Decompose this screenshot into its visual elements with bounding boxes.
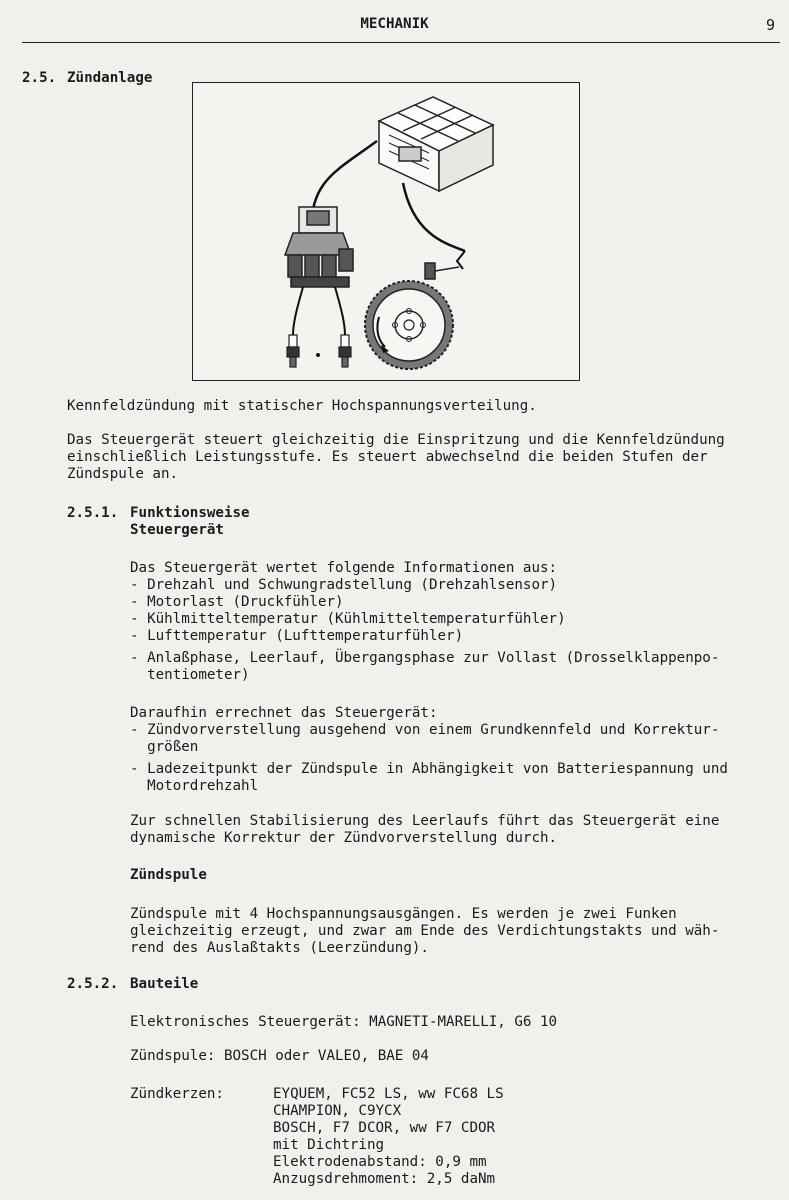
inputs-item-cont: tentiometer) <box>130 667 250 683</box>
intro-line-3: Zündspule an. <box>67 466 179 482</box>
header-rule <box>22 42 780 43</box>
outputs-item: - Zündvorverstellung ausgehend von einem Grundkennfeld und Korrektur- <box>130 722 720 738</box>
plug-spec-line: Anzugsdrehmoment: 2,5 daNm <box>273 1171 496 1187</box>
rpm-sensor-drawing <box>425 263 459 279</box>
subsection-title-2: Bauteile <box>130 976 199 992</box>
spark-plug-2 <box>339 335 351 367</box>
ignition-system-illustration <box>193 83 579 380</box>
intro-line-2: einschließlich Leistungsstufe. Es steuert abwechselnd die beiden Stufen der <box>67 449 708 465</box>
inputs-item: - Lufttemperatur (Lufttemperaturfühler) <box>130 628 464 644</box>
ht-lead-2 <box>335 287 345 335</box>
inputs-item: - Anlaßphase, Leerlauf, Übergangsphase zur Vollast (Drosselklappenpo- <box>130 650 720 666</box>
inputs-lead: Das Steuergerät wertet folgende Informationen aus: <box>130 560 558 576</box>
subsection-title-line-2: Steuergerät <box>130 522 224 538</box>
ignition-coil-drawing <box>285 207 353 287</box>
inputs-item: - Motorlast (Druckfühler) <box>130 594 344 610</box>
inputs-item: - Kühlmitteltemperatur (Kühlmitteltemperaturfühler) <box>130 611 566 627</box>
idle-para-line: Zur schnellen Stabilisierung des Leerlaufs führt das Steuergerät eine <box>130 813 720 829</box>
spark-plug-1 <box>287 335 299 367</box>
ecu-drawing <box>379 97 493 191</box>
outputs-item-cont: größen <box>130 739 199 755</box>
coil-text-line: gleichzeitig erzeugt, und zwar am Ende des Verdichtungstakts und wäh- <box>130 923 720 939</box>
plug-spec-line: BOSCH, F7 DCOR, ww F7 CDOR <box>273 1120 496 1136</box>
page-header-title: MECHANIK <box>360 16 429 32</box>
outputs-item-cont: Motordrehzahl <box>130 778 259 794</box>
wire-ecu-sensor <box>403 183 465 251</box>
ignition-system-figure <box>192 82 580 381</box>
subsection-title-line-1: Funktionsweise <box>130 505 250 521</box>
figure-caption: Kennfeldzündung mit statischer Hochspannungsverteilung. <box>67 398 537 414</box>
coil-text-line: rend des Auslaßtakts (Leerzündung). <box>130 940 429 956</box>
section-title: Zündanlage <box>67 70 153 86</box>
intro-line-1: Das Steuergerät steuert gleichzeitig die Einspritzung und die Kennfeldzündung <box>67 432 725 448</box>
flywheel-drawing <box>365 281 453 369</box>
ecu-spec: Elektronisches Steuergerät: MAGNETI-MARELLI, G6 10 <box>130 1014 558 1030</box>
outputs-lead: Daraufhin errechnet das Steuergerät: <box>130 705 438 721</box>
coil-spec: Zündspule: BOSCH oder VALEO, BAE 04 <box>130 1048 429 1064</box>
plugs-label: Zündkerzen: <box>130 1086 224 1102</box>
inputs-item: - Drehzahl und Schwungradstellung (Drehzahlsensor) <box>130 577 558 593</box>
plug-spec-line: mit Dichtring <box>273 1137 385 1153</box>
subsection-number-1: 2.5.1. <box>67 505 119 521</box>
page-number: 9 <box>765 16 775 34</box>
idle-para-line: dynamische Korrektur der Zündvorverstellung durch. <box>130 830 558 846</box>
plug-spec-line: CHAMPION, C9YCX <box>273 1103 402 1119</box>
plug-spec-line: Elektrodenabstand: 0,9 mm <box>273 1154 487 1170</box>
outputs-item: - Ladezeitpunkt der Zündspule in Abhängigkeit von Batteriespannung und <box>130 761 728 777</box>
ht-lead-1 <box>293 287 303 335</box>
section-number: 2.5. <box>22 70 57 86</box>
coil-text-line: Zündspule mit 4 Hochspannungsausgängen. Es werden je zwei Funken <box>130 906 677 922</box>
coil-heading: Zündspule <box>130 867 207 883</box>
subsection-number-2: 2.5.2. <box>67 976 119 992</box>
plug-spec-line: EYQUEM, FC52 LS, ww FC68 LS <box>273 1086 504 1102</box>
